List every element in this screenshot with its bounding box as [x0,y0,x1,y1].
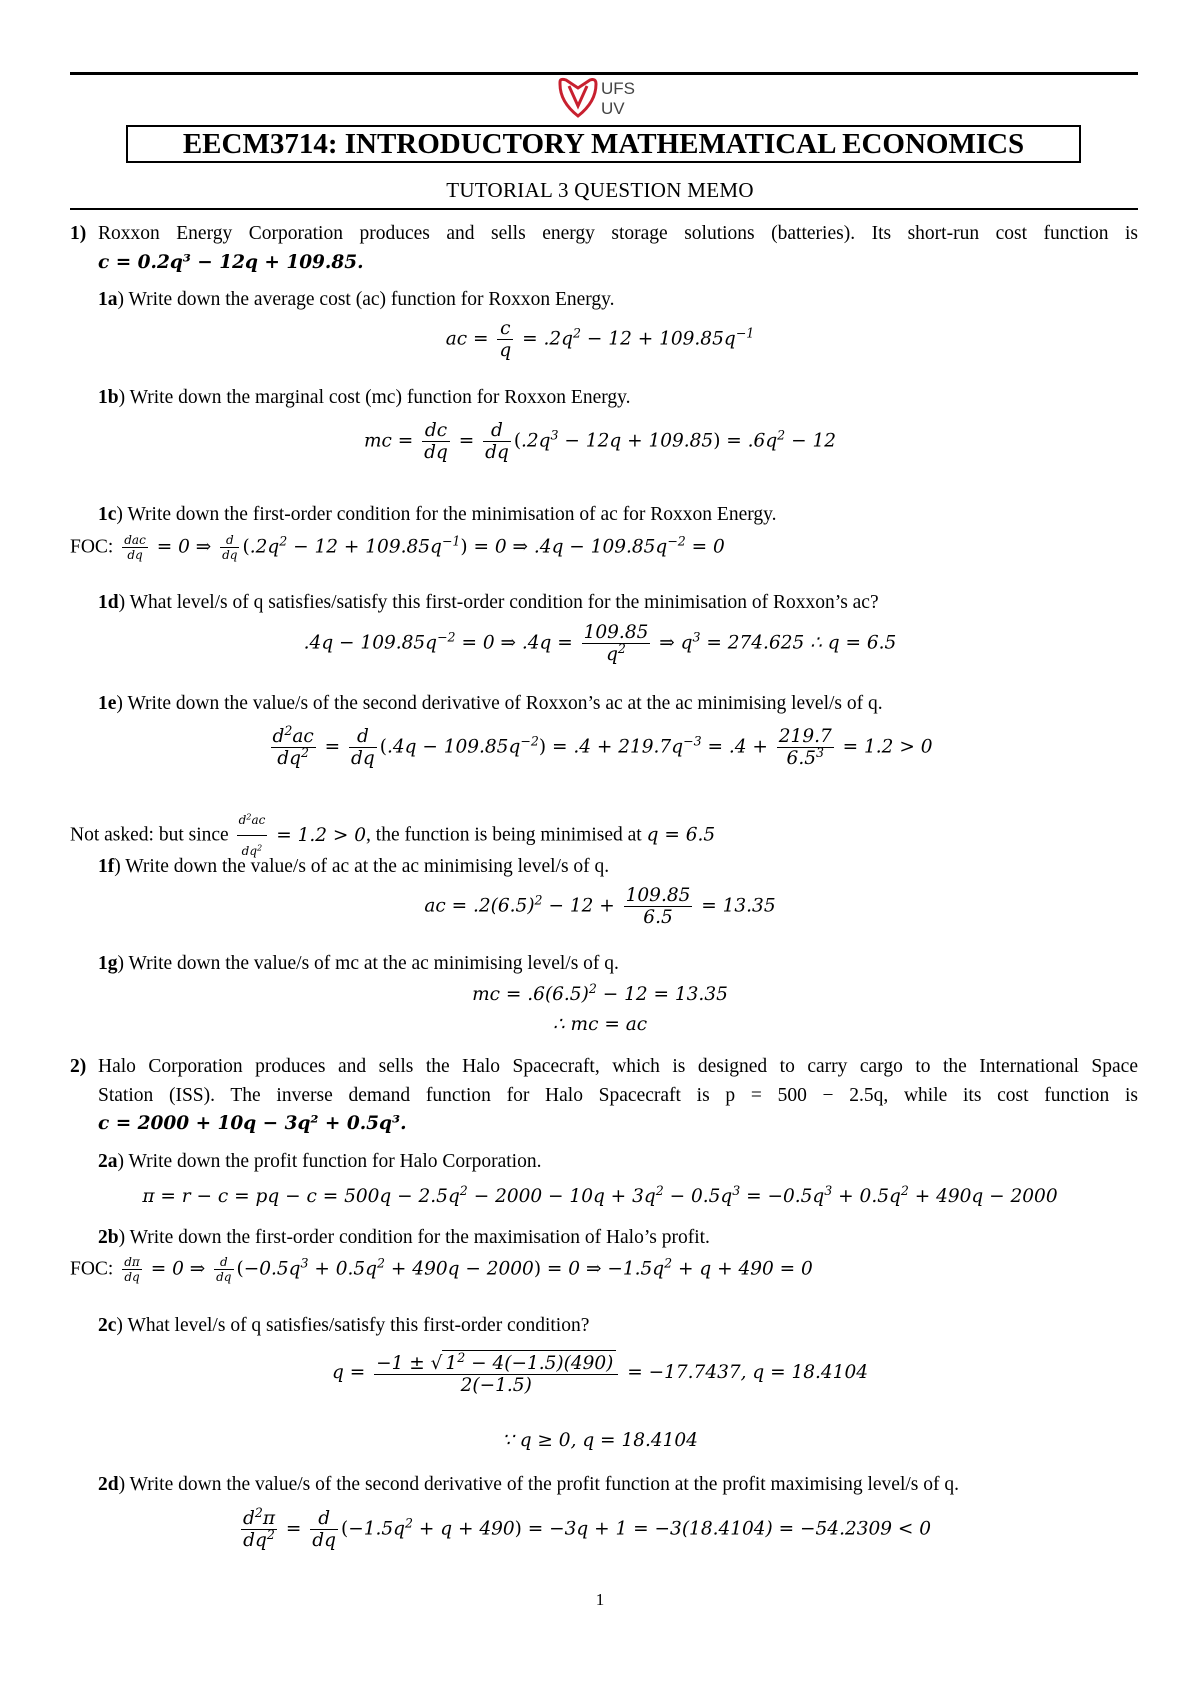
q2a-prompt: 2a) Write down the profit function for Halo Corporation. [98,1151,542,1172]
q2c-conclusion: ∵ q ≥ 0, q = 18.4104 [502,1430,698,1451]
q1d-prompt: 1d) What level/s of q satisfies/satisfy this first-order condition for the minimisation of Roxxon’s ac? [98,592,879,613]
logo-text-bottom: UV [601,99,625,118]
header-rule [70,208,1138,210]
q1b-solution: mc = $\frac{dc}{dq}$ = $\frac{d}{dq}$ $(.2q^3 - 12q + 109.85) = .6q^2 - 12$ [364,420,836,463]
q1c-solution: FOC: $\frac{\text{dac}}{dq}$ = 0 ⇒ $\frac{d}{dq}$ $(.2q^2 - 12 + 109.85q^{-1}) = 0$ ⇒ $.4q - 109.85q^{-2} = 0$ [70,533,725,562]
q1g-solution-1: mc = $.6(6.5)^2 - 12 = 13.35$ [472,981,728,1005]
q2-text-line1: Halo Corporation produces and sells the Halo Spacecraft, which is designed to carry cargo to the International Space [98,1056,1138,1077]
q1-number: 1) [70,223,87,244]
logo-text-top: UFS [601,79,635,98]
q1c-prompt: 1c) Write down the first-order condition for the minimisation of ac for Roxxon Energy. [98,504,777,525]
q1-text: Roxxon Energy Corporation produces and sells energy storage solutions (batteries). Its short-run cost function is [98,223,1138,244]
q2d-solution: $\frac{d^2\pi}{dq^2}$ = $\frac{d}{dq}$ $(-1.5q^2 + q + 490) = -3q + 1 = -3(18.4104) = -54.2309 < 0$ [243,1505,932,1551]
q2a-solution: π = r − c = pq − $c = 500q - 2.5q^2 - 2000 - 10q + 3q^2 - 0.5q^3 = -0.5q^3 + 0.5q^2 + 490q - 2000$ [142,1183,1058,1207]
q2c-prompt: 2c) What level/s of q satisfies/satisfy this first-order condition? [98,1315,590,1336]
q2-number: 2) [70,1056,87,1077]
q1d-solution: $.4q - 109.85q^{-2} = 0$ ⇒ .4q = $\frac{109.85}{q^2}$ ⇒ $q^3 = 274.625$ ∴ q = 6.5 [303,622,897,665]
page-number: 1 [595,1590,605,1609]
q1e-note: Not asked: but since $\frac{d^2ac}{dq^2}$ = 1.2 > 0, the function is being minimised at q = 6.5 [70,805,715,866]
document-title: EECM3714: INTRODUCTORY MATHEMATICAL ECONOMICS [126,125,1081,163]
q1e-prompt: 1e) Write down the value/s of the second derivative of Roxxon’s ac at the ac minimising level/s of q. [98,693,883,714]
q1f-prompt: 1f) Write down the value/s of ac at the ac minimising level/s of q. [98,856,610,877]
q1a-solution: ac = $\frac{c}{q}$ = $.2q^2 - 12 + 109.85q^{-1}$ [445,318,755,361]
q2b-prompt: 2b) Write down the first-order condition for the maximisation of Halo’s profit. [98,1227,710,1248]
q1g-prompt: 1g) Write down the value/s of mc at the ac minimising level/s of q. [98,953,619,974]
q2-cost-function: c = 2000 + 10q − 3q² + 0.5q³. [98,1113,407,1134]
q1-cost-function: c = 0.2q³ − 12q + 109.85. [98,252,364,273]
q2c-solution: q = $\frac{-1 \pm √ 1^2 - 4(-1.5)(490)}{2(-1.5)}$ = −17.7437, q = 18.4104 [331,1350,868,1396]
university-logo [556,76,652,120]
q1a-prompt: 1a) Write down the average cost (ac) function for Roxxon Energy. [98,289,615,310]
q1e-solution: $\frac{d^2ac}{dq^2}$ = $\frac{d}{dq}$ $(.4q - 109.85q^{-2}) = .4 + 219.7q^{-3} = .4$ + $\frac{219.7}{6.5^3}$ = 1.2 > 0 [272,723,933,769]
q2d-prompt: 2d) Write down the value/s of the second derivative of the profit function at the profit maximising level/s of q. [98,1474,960,1495]
q1f-solution: ac = $.2(6.5)^2 - 12$ + $\frac{109.85}{6.5}$ = 13.35 [424,885,776,928]
q2b-solution: FOC: $\frac{d\pi}{dq}$ = 0 ⇒ $\frac{d}{dq}$ $(-0.5q^3 + 0.5q^2 + 490q - 2000) = 0$ ⇒ $-1.5q^2 + q + 490 = 0$ [70,1255,813,1284]
document-subtitle: TUTORIAL 3 QUESTION MEMO [446,178,754,202]
q2-text-line2: Station (ISS). The inverse demand function for Halo Spacecraft is p = 500 − 2.5q, while its cost function is [98,1085,1138,1106]
q1g-solution-2: ∴ mc = ac [552,1014,648,1035]
q1b-prompt: 1b) Write down the marginal cost (mc) function for Roxxon Energy. [98,387,631,408]
top-rule [70,72,1138,75]
